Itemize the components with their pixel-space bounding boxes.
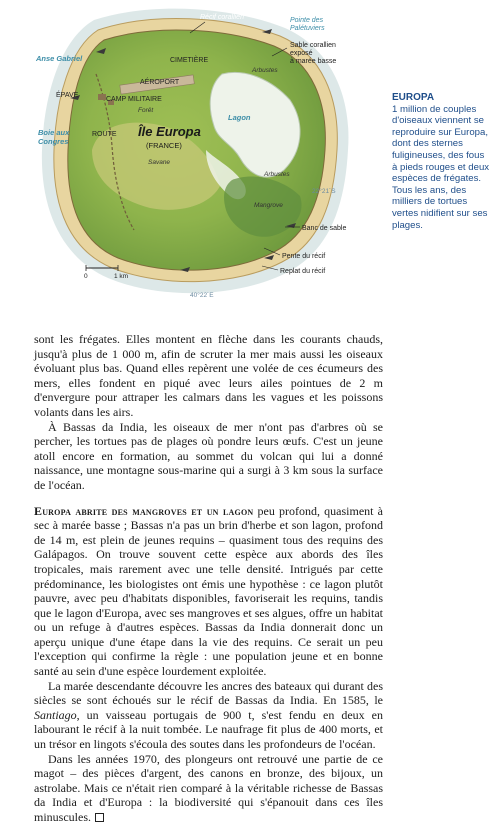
label-recif-corallien: Récif corallien — [200, 14, 244, 21]
scale-km: 1 km — [114, 273, 129, 280]
label-banc-de-sable: Banc de sable — [302, 225, 347, 232]
label-sable-3: à marée basse — [290, 58, 337, 65]
paragraph-4 — [34, 679, 383, 752]
scale-zero: 0 — [84, 273, 88, 280]
sidebar-body: 1 million de couples d'oiseaux viennent se reproduire sur Europa, dont des sternes fuligineuses, des fous à pieds rouges et deux espèces de frégates. Tous les ans, des milliers de tortues vertes nidifient sur ses plages. — [392, 103, 490, 231]
paragraph-4-text: La marée descendante découvre les ancres des bateaux qui durant des siècles se sont échoués sur le récif de Bassas da India. En 1585, le — [34, 678, 383, 708]
label-boie-1: Boie aux — [38, 128, 70, 137]
label-epave: ÉPAVE — [56, 92, 79, 99]
label-foret: Forêt — [138, 107, 154, 114]
label-lagon: Lagon — [228, 113, 251, 122]
label-route: ROUTE — [92, 131, 117, 138]
camp-building — [98, 94, 106, 100]
label-camp-militaire: CAMP MILITAIRE — [106, 96, 162, 103]
label-arbustes-2: Arbustes — [264, 171, 290, 178]
paragraph-3 — [34, 504, 383, 679]
label-boie-2: Congres — [38, 137, 69, 146]
label-pointe-2: Palétuviers — [290, 25, 325, 32]
paragraph-2: À Bassas da India, les oiseaux de mer n'ont pas d'arbres où se percher, les tortues pas de plages où pondre leurs œufs. C'est un jeune atoll encore en formation, au sommet du volcan qui lui a donné naissance, une montagne sous-marine qui a surgi à 3 km sous la surface de l'océan. — [34, 419, 383, 492]
label-mangrove: Mangrove — [254, 202, 283, 209]
paragraph-3-text: peu profond, quasiment à sec à marée basse ; Bassas n'a pas un brin d'herbe et son lagon, profond de 14 m, est plein de jeunes requins – quasiment tous des requins des Galápagos. On trouve souvent cette espèce aux abords des îles tropicales, mais rarement avec une telle densité. Intrigués par cette prédominance, les biologistes ont émis une hypothèse : ce lagon plutôt pauvre, avec peu d'habitats disponibles, favoriserait les requins, tandis que le lagon d'Europa, avec ses mangroves et ses algues, offre un habitat ou un refuge à d'autres espèces. Bassas da India donnerait donc un aperçu unique d'une étape dans la vie des requins. Ce serait un peu l'exception qui confirme la règle : une population jeune et en bonne santé au sein d'une espèce lourdement exploitée. — [34, 503, 384, 679]
label-savane: Savane — [148, 159, 171, 166]
paragraph-5 — [34, 752, 383, 825]
label-lon: 40°22´E — [190, 292, 214, 299]
label-replat-du-recif: Replat du récif — [280, 268, 326, 275]
section-lead: Europa abrite des mangroves et un lagon — [34, 503, 254, 518]
ship-name: Santiago — [34, 707, 77, 722]
label-cimetiere: CIMETIÈRE — [170, 57, 209, 64]
label-pente-du-recif: Pente du récif — [282, 253, 326, 260]
article-body — [34, 332, 383, 825]
label-arbustes-1: Arbustes — [252, 67, 278, 74]
paragraph-1: sont les frégates. Elles montent en flèche dans les courants chauds, jusqu'à plus de 1 000 m, afin de scruter la mer mais aussi les oiseaux évoluant plus bas. Quand elles repèrent une volée de ces écumeurs des mers, elles fondent en piqué avec leurs ailes pointues de 2 m d'envergure pour attraper les calmars dans les vagues et les poissons volants dans les airs. — [34, 332, 383, 419]
paragraph-4-rest: , un vaisseau portugais de 900 t, s'est fendu en deux en labourant le récif à la nuit tombée. Le naufrage fit plus de 400 morts, et un trésor en lingots s'écoula des soutes dans les profondeurs de l'océan. — [34, 707, 383, 752]
label-aeroport: AÉROPORT — [140, 79, 180, 86]
label-lat: 22°21´S — [312, 188, 336, 195]
paragraph-5-text: Dans les années 1970, des plongeurs ont retrouvé une partie de ce magot – des pièces d'argent, des canons en bronze, des bijoux, un astrolabe. Mais ce n'était rien comparé à la véritable richesse de Bassas da India et d'Europa : la biodiversité qui s'épanouit dans ces îles minuscules. — [34, 751, 383, 824]
label-pointe-1: Pointe des — [290, 17, 324, 24]
island-name: Île Europa — [138, 124, 201, 139]
end-mark-icon — [95, 813, 104, 822]
label-anse-gabriel: Anse Gabriel — [36, 54, 83, 63]
label-sable-2: exposé — [290, 50, 313, 57]
island-country: (FRANCE) — [146, 141, 182, 150]
label-sable-1: Sable corallien — [290, 42, 336, 49]
sidebar-title: EUROPA — [392, 92, 435, 103]
sidebar-caption — [392, 92, 492, 231]
island-map — [0, 0, 395, 330]
